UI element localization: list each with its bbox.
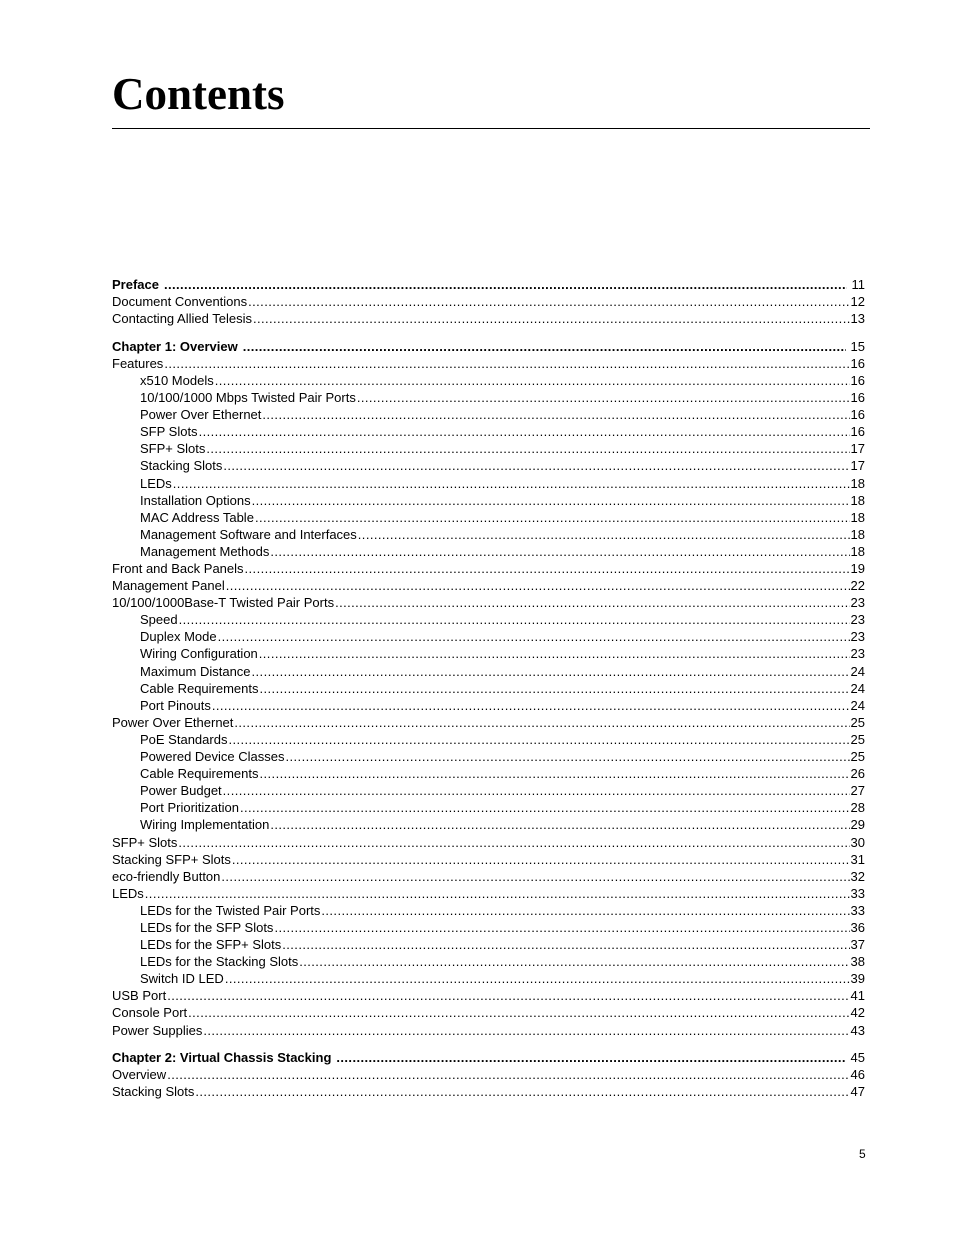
page-number: 5 <box>859 1147 866 1161</box>
toc-entry-page: 25 <box>850 749 865 765</box>
toc-leader-dots <box>252 663 850 680</box>
toc-leader-dots <box>245 560 850 577</box>
toc-leader-dots <box>223 782 850 799</box>
toc-leader-dots <box>234 714 849 731</box>
toc-leader-dots <box>164 355 849 372</box>
toc-entry-label: eco-friendly Button <box>112 868 221 884</box>
toc-entry-page: 30 <box>850 834 865 850</box>
toc-leader-dots <box>215 372 850 389</box>
toc-leader-dots <box>218 628 850 645</box>
toc-entry-page: 46 <box>850 1067 865 1083</box>
toc-leader-dots <box>226 577 850 594</box>
toc-entry[interactable] <box>112 611 865 628</box>
toc-entry[interactable] <box>112 372 865 389</box>
toc-leader-dots <box>167 1066 849 1083</box>
toc-entry[interactable] <box>112 457 865 474</box>
toc-entry-page: 41 <box>850 988 865 1004</box>
toc-entry[interactable] <box>112 851 865 868</box>
toc-leader-dots <box>243 338 846 355</box>
toc-leader-dots <box>357 389 850 406</box>
toc-entry[interactable] <box>112 423 865 440</box>
toc-entry-page: 16 <box>850 372 865 388</box>
toc-leader-dots <box>212 697 850 714</box>
toc-entry[interactable] <box>112 389 865 406</box>
toc-leader-dots <box>358 526 850 543</box>
toc-entry[interactable] <box>112 970 865 987</box>
toc-entry-page: 23 <box>850 646 865 662</box>
toc-leader-dots <box>167 987 849 1004</box>
toc-entry[interactable] <box>112 953 865 970</box>
toc-leader-dots <box>260 765 850 782</box>
toc-entry-label: Stacking SFP+ Slots <box>112 851 231 867</box>
toc-leader-dots <box>195 1083 849 1100</box>
toc-entry-page: 18 <box>850 509 865 525</box>
toc-entry-page: 47 <box>850 1084 865 1100</box>
toc-leader-dots <box>262 406 849 423</box>
toc-leader-dots <box>223 457 849 474</box>
toc-entry-label: PoE Standards <box>140 731 228 747</box>
toc-entry-label: Console Port <box>112 1005 188 1021</box>
toc-entry[interactable] <box>112 475 865 492</box>
toc-entry-page: 22 <box>850 578 865 594</box>
toc-entry-page: 16 <box>850 390 865 406</box>
toc-entry[interactable] <box>112 1066 865 1083</box>
toc-entry-page: 25 <box>850 731 865 747</box>
toc-leader-dots <box>299 953 849 970</box>
toc-entry-label: LEDs for the SFP+ Slots <box>140 937 282 953</box>
table-of-contents <box>112 276 865 1100</box>
toc-entry-page: 29 <box>850 817 865 833</box>
toc-entry-label: Installation Options <box>140 492 251 508</box>
toc-entry-label: Speed <box>140 612 178 628</box>
toc-entry-page: 13 <box>850 311 865 327</box>
toc-entry-page: 24 <box>850 697 865 713</box>
toc-leader-dots <box>248 293 849 310</box>
toc-chapter-entry[interactable] <box>112 338 865 355</box>
toc-leader-dots <box>321 902 849 919</box>
toc-entry-label: Chapter 2: Virtual Chassis Stacking <box>112 1050 332 1066</box>
toc-entry[interactable] <box>112 834 865 851</box>
toc-entry[interactable] <box>112 765 865 782</box>
toc-entry-label: Maximum Distance <box>140 663 251 679</box>
toc-leader-dots <box>232 851 850 868</box>
toc-leader-dots <box>253 310 850 327</box>
toc-entry-page: 18 <box>850 492 865 508</box>
toc-entry-page: 45 <box>850 1050 865 1066</box>
toc-entry-page: 24 <box>850 680 865 696</box>
toc-leader-dots <box>188 1004 849 1021</box>
toc-entry[interactable] <box>112 748 865 765</box>
toc-entry-label: Power Budget <box>140 783 222 799</box>
toc-entry-page: 33 <box>850 902 865 918</box>
toc-entry-page: 33 <box>850 885 865 901</box>
toc-leader-dots <box>228 731 849 748</box>
toc-entry-label: Switch ID LED <box>140 971 224 987</box>
toc-entry[interactable] <box>112 714 865 731</box>
toc-entry[interactable] <box>112 594 865 611</box>
toc-entry-label: Stacking Slots <box>112 1084 195 1100</box>
toc-entry[interactable] <box>112 868 865 885</box>
toc-entry[interactable] <box>112 663 865 680</box>
toc-leader-dots <box>259 645 850 662</box>
toc-entry-page: 16 <box>850 424 865 440</box>
toc-entry[interactable] <box>112 731 865 748</box>
toc-entry-label: Port Prioritization <box>140 800 239 816</box>
toc-entry-label: LEDs <box>140 475 172 491</box>
toc-entry-label: Duplex Mode <box>140 629 217 645</box>
toc-leader-dots <box>336 1049 845 1066</box>
toc-chapter-entry[interactable] <box>112 276 865 293</box>
toc-entry-label: Power Over Ethernet <box>112 714 234 730</box>
toc-leader-dots <box>240 799 850 816</box>
toc-entry[interactable] <box>112 816 865 833</box>
toc-leader-dots <box>335 594 849 611</box>
toc-leader-dots <box>178 834 849 851</box>
toc-leader-dots <box>270 816 849 833</box>
toc-entry-label: LEDs for the Twisted Pair Ports <box>140 902 321 918</box>
toc-entry[interactable] <box>112 440 865 457</box>
toc-entry-label: Preface <box>112 277 159 292</box>
toc-entry-page: 23 <box>850 595 865 611</box>
toc-entry-page: 15 <box>850 338 865 354</box>
toc-entry-page: 18 <box>850 543 865 559</box>
toc-leader-dots <box>286 748 850 765</box>
toc-entry-label: SFP Slots <box>140 424 198 440</box>
toc-entry-label: MAC Address Table <box>140 509 254 525</box>
toc-entry-page: 16 <box>850 355 865 371</box>
toc-entry[interactable] <box>112 577 865 594</box>
toc-entry-page: 39 <box>850 971 865 987</box>
toc-entry-page: 27 <box>850 783 865 799</box>
toc-entry-label: Management Methods <box>140 543 270 559</box>
toc-entry[interactable] <box>112 680 865 697</box>
toc-chapter-entry[interactable] <box>112 1049 865 1066</box>
toc-entry-label: Wiring Implementation <box>140 817 270 833</box>
toc-entry[interactable] <box>112 799 865 816</box>
toc-entry-page: 19 <box>850 561 865 576</box>
toc-entry[interactable] <box>112 902 865 919</box>
toc-entry-page: 26 <box>850 766 865 782</box>
toc-entry-label: USB Port <box>112 988 167 1004</box>
toc-entry-page: 38 <box>850 954 865 970</box>
toc-entry-page: 18 <box>850 526 865 542</box>
toc-leader-dots <box>206 440 849 457</box>
toc-entry-label: SFP+ Slots <box>140 441 206 457</box>
toc-entry[interactable] <box>112 509 865 526</box>
toc-entry-page: 11 <box>851 277 865 292</box>
toc-entry-page: 17 <box>850 458 865 474</box>
toc-entry-page: 12 <box>850 294 865 310</box>
toc-entry-label: Port Pinouts <box>140 697 211 713</box>
toc-leader-dots <box>225 970 850 987</box>
toc-entry-page: 17 <box>850 441 865 457</box>
toc-leader-dots <box>221 868 849 885</box>
toc-leader-dots <box>179 611 850 628</box>
toc-entry-page: 43 <box>850 1022 865 1038</box>
toc-entry[interactable] <box>112 782 865 799</box>
toc-entry[interactable] <box>112 987 865 1004</box>
toc-entry-label: Contacting Allied Telesis <box>112 311 252 327</box>
toc-leader-dots <box>145 885 850 902</box>
toc-entry-page: 23 <box>850 612 865 628</box>
toc-leader-dots <box>199 423 850 440</box>
toc-entry[interactable] <box>112 310 865 327</box>
toc-entry-label: Powered Device Classes <box>140 749 285 765</box>
toc-entry-page: 37 <box>850 937 865 953</box>
toc-entry[interactable] <box>112 293 865 310</box>
toc-entry[interactable] <box>112 1004 865 1021</box>
toc-leader-dots <box>173 475 850 492</box>
toc-entry-label: Features <box>112 355 164 371</box>
toc-entry-page: 32 <box>850 868 865 884</box>
toc-entry-label: 10/100/1000Base-T Twisted Pair Ports <box>112 595 335 611</box>
toc-entry-label: Management Software and Interfaces <box>140 526 357 542</box>
toc-entry-label: LEDs <box>112 885 144 901</box>
toc-leader-dots <box>270 543 849 560</box>
toc-entry-page: 24 <box>850 663 865 679</box>
toc-entry-page: 23 <box>850 629 865 645</box>
toc-entry-label: Overview <box>112 1067 167 1083</box>
toc-entry[interactable] <box>112 936 865 953</box>
toc-entry[interactable] <box>112 543 865 560</box>
toc-entry[interactable] <box>112 492 865 509</box>
toc-entry-label: Wiring Configuration <box>140 646 258 662</box>
page-title: Contents <box>112 69 285 119</box>
toc-entry-label: LEDs for the Stacking Slots <box>140 954 299 970</box>
toc-entry[interactable] <box>112 628 865 645</box>
toc-entry[interactable] <box>112 919 865 936</box>
toc-leader-dots <box>255 509 850 526</box>
title-underline <box>112 128 870 129</box>
toc-entry-label: LEDs for the SFP Slots <box>140 919 274 935</box>
toc-entry-label: x510 Models <box>140 372 214 388</box>
toc-leader-dots <box>274 919 849 936</box>
toc-entry-label: Chapter 1: Overview <box>112 338 238 354</box>
toc-entry-label: Power Over Ethernet <box>140 407 262 423</box>
toc-entry-label: Document Conventions <box>112 294 248 310</box>
toc-entry[interactable] <box>112 1022 865 1039</box>
toc-entry-label: Cable Requirements <box>140 680 259 696</box>
toc-entry-page: 16 <box>850 407 865 423</box>
toc-entry[interactable] <box>112 406 865 423</box>
toc-entry-label: Front and Back Panels <box>112 561 244 576</box>
toc-entry[interactable] <box>112 560 865 577</box>
toc-entry-label: Stacking Slots <box>140 458 223 474</box>
toc-entry-label: SFP+ Slots <box>112 834 178 850</box>
toc-leader-dots <box>164 276 847 293</box>
toc-entry-label: Cable Requirements <box>140 766 259 782</box>
toc-leader-dots <box>203 1022 849 1039</box>
toc-entry-label: Management Panel <box>112 578 225 594</box>
toc-entry[interactable] <box>112 645 865 662</box>
toc-entry[interactable] <box>112 697 865 714</box>
toc-leader-dots <box>282 936 849 953</box>
toc-entry-label: Power Supplies <box>112 1022 203 1038</box>
toc-entry-label: 10/100/1000 Mbps Twisted Pair Ports <box>140 390 356 406</box>
toc-entry-page: 42 <box>850 1005 865 1021</box>
toc-leader-dots <box>260 680 850 697</box>
toc-entry-page: 28 <box>850 800 865 816</box>
toc-entry[interactable] <box>112 526 865 543</box>
toc-entry[interactable] <box>112 885 865 902</box>
toc-leader-dots <box>252 492 850 509</box>
toc-entry-page: 31 <box>850 851 865 867</box>
toc-entry-page: 18 <box>850 475 865 491</box>
toc-entry[interactable] <box>112 355 865 372</box>
toc-entry[interactable] <box>112 1083 865 1100</box>
toc-entry-page: 36 <box>850 919 865 935</box>
toc-entry-page: 25 <box>850 714 865 730</box>
